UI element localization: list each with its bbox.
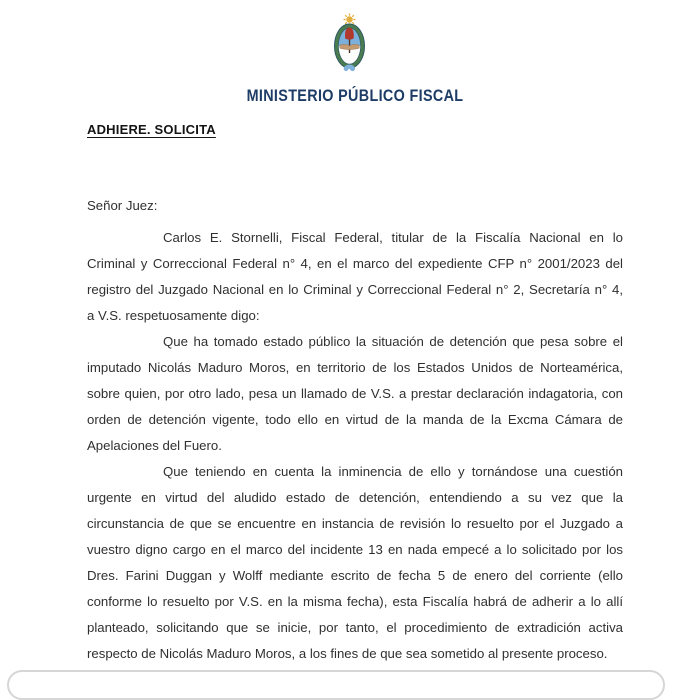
paragraph-line: vuestro digno cargo en el marco del incidente 13 en nada empecé a lo solicitado por los — [87, 542, 623, 557]
salutation: Señor Juez: — [87, 198, 158, 213]
ministry-title: MINISTERIO PÚBLICO FISCAL — [246, 87, 464, 105]
paragraph-line: a V.S. respetuosamente digo: — [87, 308, 260, 323]
paragraph-line: Dres. Farini Duggan y Wolff mediante escrito de fecha 5 de enero del corriente (ello — [87, 568, 623, 583]
sun-disc — [346, 16, 352, 22]
document-heading: ADHIERE. SOLICITA — [87, 122, 216, 137]
paragraph-line: respecto de Nicolás Maduro Moros, a los fines de que sea sometido al presente proceso. — [87, 646, 608, 661]
paragraph-line: imputado Nicolás Maduro Moros, en territorio de los Estados Unidos de Norteamérica, — [87, 360, 623, 375]
paragraph-line: Apelaciones del Fuero. — [87, 438, 222, 453]
paragraph-line: planteado, solicitando que se inicie, por tanto, el procedimiento de extradición activa — [87, 620, 623, 635]
argentina-coat-of-arms — [329, 13, 370, 73]
paragraph-line: Que teniendo en cuenta la inminencia de ello y tornándose una cuestión — [163, 464, 623, 479]
paragraph — [87, 225, 623, 329]
paragraph — [87, 329, 623, 459]
paragraph-line: Carlos E. Stornelli, Fiscal Federal, titular de la Fiscalía Nacional en lo — [163, 230, 623, 245]
next-page-card-edge — [7, 670, 665, 700]
paragraphs — [87, 225, 623, 667]
document-body — [87, 193, 623, 667]
paragraph-line: registro del Juzgado Nacional en lo Criminal y Correccional Federal n° 2, Secretaría n° 4, — [87, 282, 623, 297]
paragraph-line: conforme lo resuelto por V.S. en la misma fecha), esta Fiscalía habrá de adherir a lo allí — [87, 594, 623, 609]
paragraph-line: circunstancia de que se encuentre en instancia de revisión lo resuelto por el Juzgado a — [87, 516, 623, 531]
paragraph-line: Criminal y Correccional Federal n° 4, en el marco del expediente CFP n° 2001/2023 del — [87, 256, 623, 271]
paragraph-line: sobre quien, por otro lado, pesa un llamado de V.S. a prestar declaración indagatoria, con — [87, 386, 623, 401]
paragraph-line: Que ha tomado estado público la situación de detención que pesa sobre el — [163, 334, 623, 349]
paragraph-line: orden de detención vigente, todo ello en virtud de la manda de la Excma Cámara de — [87, 412, 623, 427]
paragraph-line: urgente en virtud del aludido estado de detención, entendiendo a su vez que la — [87, 490, 623, 505]
paragraph — [87, 459, 623, 667]
